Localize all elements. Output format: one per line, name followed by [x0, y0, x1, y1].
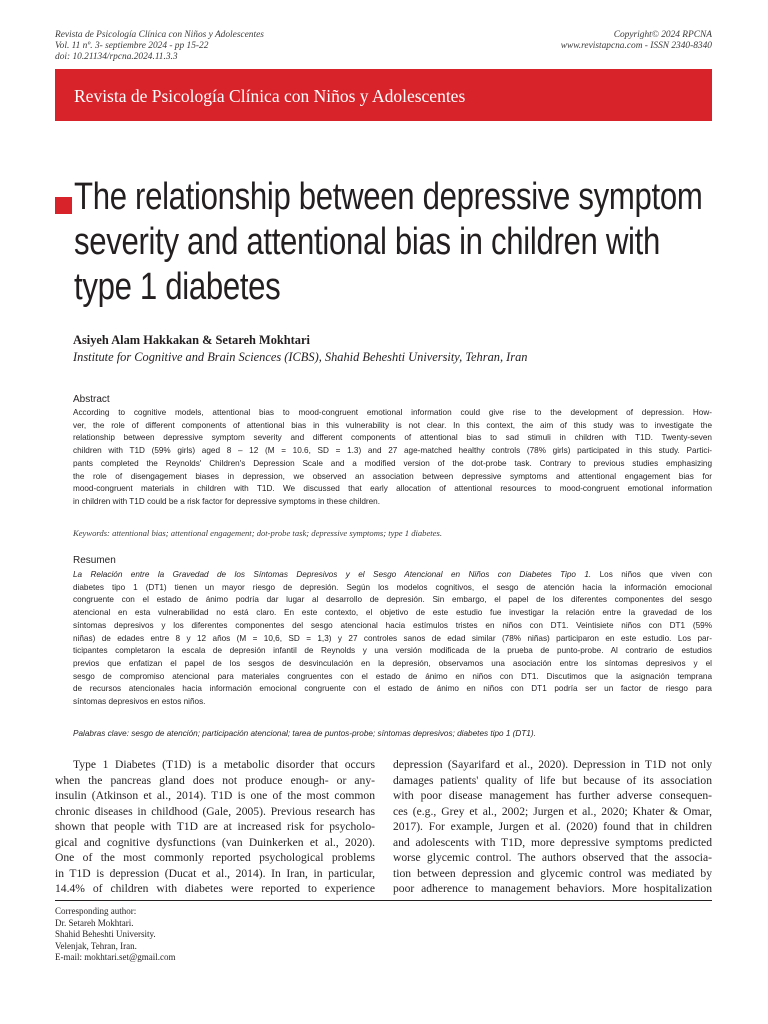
resumen-line: previos que enfatizan el papel de los sesgos de desvinculación en la depresión, observamos una asociación entre los síntomas depresivos y el: [73, 658, 712, 668]
body-line: in T1D is depression (Ducat et al., 2014). In Iran, in particular,: [55, 866, 375, 880]
resumen-line: niñas) de edades entre 8 y 12 años (M = 10,6, SD = 1,3) y 27 controles sanos de edad similar (78% niñas) participaron en este estudio. Los par-: [73, 633, 712, 643]
footnote-divider: [55, 900, 712, 901]
abstract-line: in children with T1D could be a risk factor for depressive symptoms in these children.: [73, 496, 381, 506]
header-copyright: Copyright© 2024 RPCNA: [613, 30, 712, 40]
footnote-line: Velenjak, Tehran, Iran.: [55, 940, 137, 951]
resumen-line: síntomas depresivos y los diferentes componentes del sesgo atencional hacia estímulos tristes en niños con DT1. Veintisiete niños con DT1 (59%: [73, 620, 712, 630]
body-line: depression (Sayarifard et al., 2020). Depression in T1D not only: [393, 758, 712, 771]
article-title-line: type 1 diabetes: [74, 266, 281, 308]
abstract-line: mood-congruent materials in children with T1D. We discussed that early allocation of attentional resources to mood-congruent emotional information: [73, 484, 712, 494]
resumen-line: diabetes tipo 1 (DT1) tienen un mayor riesgo de depresión. Según los modelos cognitivos, el sesgo de atención hacia la información emocional: [73, 582, 712, 592]
resumen-keywords: Palabras clave: sesgo de atención; participación atencional; tarea de puntos-probe; síntomas depresivos; diabetes tipo 1 (DT1).: [73, 729, 536, 738]
resumen-line: atencional en esta vulnerabilidad no está claro. En este contexto, el objetivo de este estudio fue investigar la relación entre la gravedad de los: [73, 608, 712, 618]
abstract-keywords: Keywords: attentional bias; attentional engagement; dot-probe task; depressive symptoms; type 1 diabetes.: [73, 528, 442, 538]
abstract-line: the role of disengagement biases in depression, we observed an association between depressive symptoms and attentional engagement bias for: [73, 471, 712, 481]
body-line: damages patients' quality of life but because of its association: [393, 773, 712, 787]
resumen-line: síntomas depresivos en estos niños.: [73, 697, 206, 707]
body-line: when the pancreas gland does not produce enough- or any-: [55, 773, 375, 787]
abstract-line: relationship between depressive symptom severity and different components of attentional bias to sad stimuli in children with T1D. Twenty-seven: [73, 433, 712, 443]
abstract-body: [73, 407, 712, 509]
resumen-line: de recursos atencionales hacia información emocional congruente con el estado de ánimo en niños con DT1 podría ser un factor de riesgo para: [73, 684, 712, 694]
header-doi: doi: 10.21134/rpcna.2024.11.3.3: [55, 52, 178, 62]
footnote-email[interactable]: E-mail: mokhtari.set@gmail.com: [55, 952, 176, 963]
abstract-line: ver, the role of different components of attentional bias in this vulnerability is not clear. In this context, the aim of this study was to investigate the: [73, 420, 712, 430]
resumen-line: sesgo de compromiso atencional para materiales congruentes con el estado de ánimo en niños con DT1. Discutimos que la asignación temprana: [73, 671, 712, 681]
resumen-line: congruente con el estado de ánimo podría dar lugar al desarrollo de depresión. Sin embargo, el papel de los diferentes componentes del sesgo: [73, 595, 712, 605]
journal-band-title: Revista de Psicología Clínica con Niños y Adolescentes: [74, 86, 466, 106]
resumen-line: ticipantes completaron la escala de depresión infantil de Reynolds y una versión modificada de la prueba de punto-probe. Al contrario de estudios: [73, 646, 712, 656]
running-header-left: [55, 30, 385, 63]
body-line: shown that people with T1D are at increased risk for psycholo-: [55, 820, 375, 833]
article-title: [74, 175, 703, 310]
body-line: worse glycemic control. The authors observed that the associa-: [393, 851, 712, 864]
body-line: poor adherence to management behaviors. More hospitalization: [393, 882, 712, 895]
abstract-line: According to cognitive models, attentional bias to mood-congruent emotional information could give rise to the development of depression. How-: [73, 408, 712, 417]
corresponding-author-footnote: [55, 906, 176, 964]
resumen-line: [73, 569, 712, 582]
running-header-right: [382, 30, 712, 52]
article-affiliation: Institute for Cognitive and Brain Sciences (ICBS), Shahid Beheshti University, Tehran, Iran: [73, 350, 528, 364]
title-marker-square: [55, 197, 72, 214]
resumen-first-line-text: Los niños que viven con: [591, 570, 712, 579]
body-line: and adolescents with T1D, more depressive symptoms predicted: [393, 835, 712, 849]
resumen-title: La Relación entre la Gravedad de los Síntomas Depresivos y el Sesgo Atencional en Niños con Diabetes Tipo 1.: [73, 570, 592, 579]
body-line: chronic diseases in childhood (Gale, 2005). Previous research has: [55, 804, 375, 818]
body-column-right: [393, 757, 712, 897]
body-line: tion between depression and glycemic control was mediated by: [393, 866, 712, 880]
footnote-line: Corresponding author:: [55, 906, 137, 916]
resumen-heading: Resumen: [73, 555, 116, 566]
resumen-body: [73, 569, 712, 709]
body-line: gical and cognitive dysfunctions (van Duinkerken et al., 2020).: [55, 835, 375, 849]
body-line: One of the most commonly reported psychological problems: [55, 851, 375, 864]
body-line: insulin (Atkinson et al., 2014). T1D is one of the most common: [55, 789, 375, 802]
header-website: www.revistapcna.com - ISSN 2340-8340: [560, 41, 712, 51]
body-line: with poor disease management has further adverse consequen-: [393, 789, 712, 802]
header-volume: Vol. 11 nº. 3- septiembre 2024 - pp 15-22: [55, 41, 209, 51]
header-journal-name: Revista de Psicología Clínica con Niños y Adolescentes: [55, 30, 264, 40]
article-authors: Asiyeh Alam Hakkakan & Setareh Mokhtari: [73, 333, 310, 347]
body-column-left: [55, 757, 375, 897]
abstract-line: children with T1D (59% girls) aged 8 – 12 (M = 10.6, SD = 1.3) and 27 age-matched healthy controls (78% girls) participated in this study. Partici-: [73, 446, 712, 456]
body-line: ces (e.g., Grey et al., 2002; Jurgen et al., 2020; Khater & Omar,: [393, 804, 712, 818]
footnote-line: Dr. Setareh Mokhtari.: [55, 917, 134, 928]
abstract-line: pants completed the Reynolds' Children's Depression Scale and a modified version of the dot-probe task. Contrary to previous studies emphasizing: [73, 458, 712, 468]
body-line: 14.4% of children with diabetes were reported to experience: [55, 882, 375, 895]
article-title-line: severity and attentional bias in children with: [74, 221, 660, 263]
body-line: Type 1 Diabetes (T1D) is a metabolic disorder that occurs: [73, 758, 375, 771]
journal-band: [55, 69, 712, 121]
body-line: 2017). For example, Jurgen et al. (2020) found that in children: [393, 820, 712, 833]
abstract-heading: Abstract: [73, 394, 110, 405]
article-title-line: The relationship between depressive symptom: [74, 176, 703, 218]
footnote-line: Shahid Beheshti University.: [55, 929, 156, 940]
